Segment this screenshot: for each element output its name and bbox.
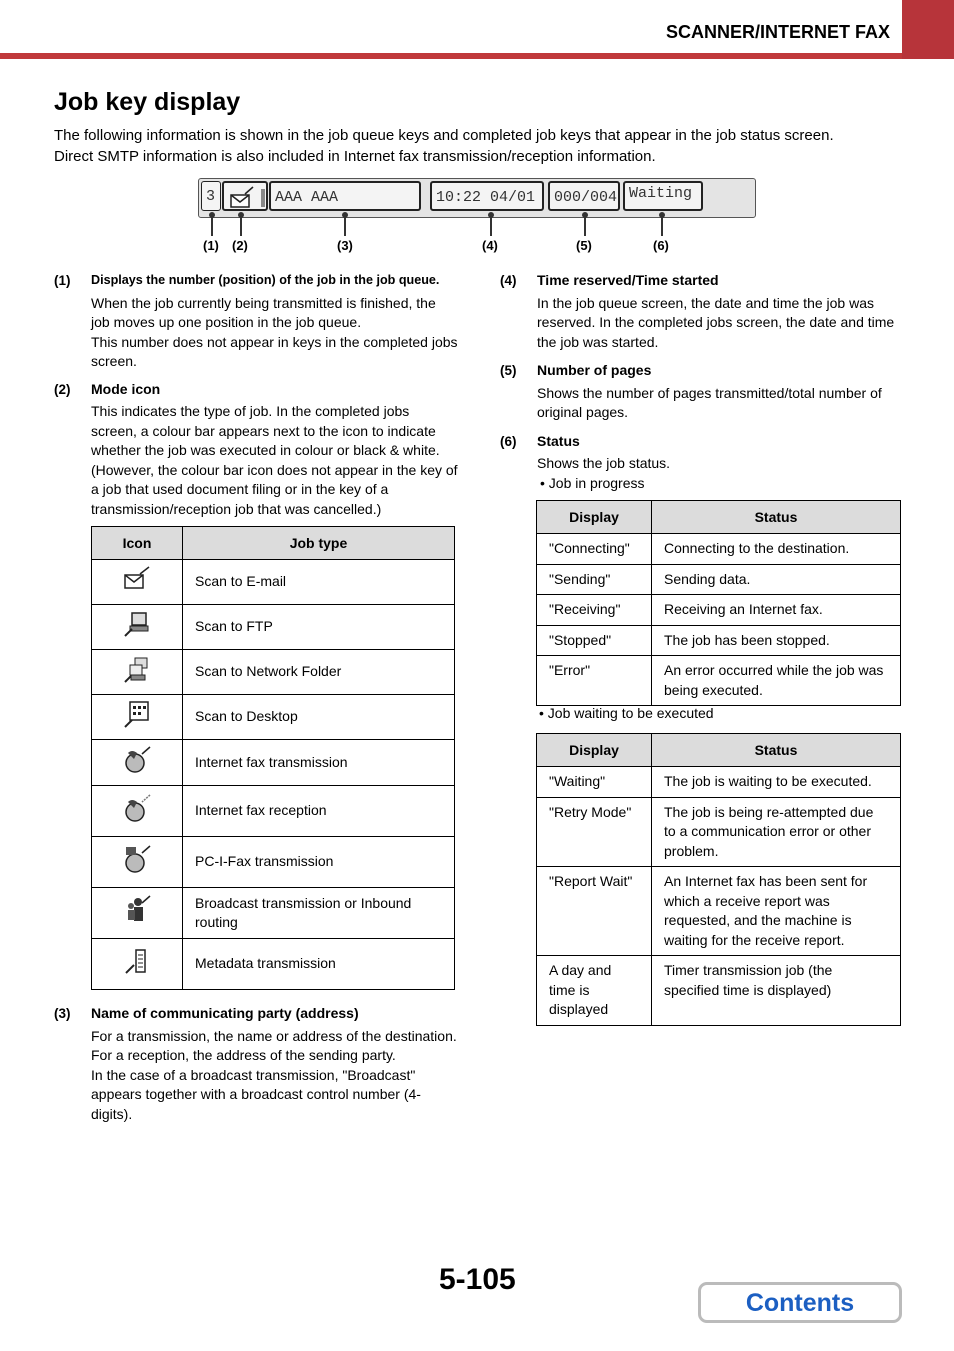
item-1 [54,271,458,372]
column-header: Status [652,501,901,534]
callout-line [490,216,492,236]
item-number: (3) [54,1006,71,1021]
item-body [537,384,902,423]
intro-line: The following information is shown in the job queue keys and completed job keys that appear in the job status screen. [54,127,834,144]
item-3 [54,1004,458,1124]
table-row [537,534,901,565]
pc-ifax-icon [122,844,152,874]
display-cell: "Report Wait" [537,867,652,956]
item-text: In the job queue screen, the date and time the job was reserved. In the completed jobs screen, the date and time the job was started. [537,294,895,350]
table-row [92,786,455,837]
item-5 [500,361,902,423]
job-type: Metadata transmission [183,939,455,990]
table-row [537,867,901,956]
network-folder-icon [122,655,152,683]
status-cell: An error occurred while the job was being executed. [652,656,901,706]
item-body [537,294,902,353]
page-number: 5-105 [439,1263,516,1296]
mode-icon-cell [222,181,268,211]
callout-line [211,216,213,236]
job-type: Internet fax transmission [183,740,455,786]
job-number: 3 [201,181,221,211]
table-row [537,625,901,656]
display-cell: "Error" [537,656,652,706]
item-body [91,294,458,372]
left-column-lower [54,1004,458,1124]
job-type: Scan to Desktop [183,695,455,740]
ftp-icon [122,610,152,638]
callout-line [240,216,242,236]
email-icon [227,185,267,211]
table-row [92,939,455,990]
progress-status-table [536,500,901,706]
item-number: (2) [54,381,71,397]
header-rule [0,53,954,59]
waiting-status-table [536,733,901,1026]
left-column [54,271,458,519]
page-count: 000/004 [548,181,620,211]
job-type: Internet fax reception [183,786,455,837]
item-body [537,454,902,493]
callout-label: (5) [576,238,592,253]
column-header: Display [537,501,652,534]
broadcast-icon [122,895,152,925]
time-started: 10:22 04/01 [430,181,544,211]
right-column [500,271,902,493]
column-header: Icon [92,527,183,560]
status-cell: Sending data. [652,564,901,595]
item-2 [54,380,458,520]
item-text: When the job currently being transmitted is finished, the job moves up one position in the job queue. [91,294,436,330]
item-text: This indicates the type of job. In the completed jobs screen, a colour bar appears next to the icon to indicate whether the job was executed in colour or black & white. (However, the colour bar icon does not appear in the key of a job that used document filing or in the key of a transmission/reception job that was cancelled.) [91,403,458,517]
status-cell: Timer transmission job (the specified time is displayed) [652,956,901,1026]
column-header: Display [537,734,652,767]
display-cell: "Stopped" [537,625,652,656]
job-key-illustration [198,178,756,218]
item-text: For a transmission, the name or address of the destination. [91,1027,457,1044]
table-row [92,888,455,939]
status-cell: An Internet fax has been sent for which a receive report was requested, and the machine is waiting for the receive report. [652,867,901,956]
bullet-text: • Job in progress [540,474,645,491]
page-title: Job key display [54,88,241,116]
callout-line [661,216,663,236]
callout-line [344,216,346,236]
intro-line: Direct SMTP information is also included in Internet fax transmission/reception information. [54,148,656,165]
table-row [92,740,455,786]
intro-text [54,125,914,167]
display-cell: "Waiting" [537,767,652,798]
table-row [537,564,901,595]
item-body [91,402,458,519]
party-name: AAA AAA [269,181,421,211]
metadata-icon [122,946,152,976]
callout-label: (6) [653,238,669,253]
item-text: In the case of a broadcast transmission, "Broadcast" appears together with a broadcast control number (4-digits). [91,1066,421,1122]
item-body [91,1027,458,1125]
table-row [537,797,901,867]
icon-table [91,526,455,990]
item-number: (5) [500,363,517,378]
callout-label: (3) [337,238,353,253]
table-row [537,767,901,798]
item-heading: Status [537,432,580,449]
header-tab [902,0,954,59]
item-heading: Name of communicating party (address) [91,1005,359,1021]
display-cell: "Sending" [537,564,652,595]
item-4 [500,271,902,352]
item-heading: Mode icon [91,380,161,397]
callout-line [584,216,586,236]
bullet-text: • Job waiting to be executed [539,705,714,721]
item-text: For a reception, the address of the sending party. [91,1047,396,1063]
status-cell: Connecting to the destination. [652,534,901,565]
table-row [537,656,901,706]
table-row [92,560,455,605]
table-row [537,956,901,1026]
status-cell: The job is being re-attempted due to a communication error or other problem. [652,797,901,867]
display-cell: "Receiving" [537,595,652,626]
status-cell: Receiving an Internet fax. [652,595,901,626]
page-header [0,0,954,60]
job-type: Scan to Network Folder [183,650,455,695]
section-title: SCANNER/INTERNET FAX [665,22,890,42]
email-icon [122,565,152,593]
item-6 [500,432,902,494]
table-row [92,605,455,650]
table-row [537,595,901,626]
display-cell: "Retry Mode" [537,797,652,867]
item-text: Shows the job status. [537,455,671,471]
job-type: PC-I-Fax transmission [183,837,455,888]
column-header: Status [652,734,901,767]
status-cell: The job is waiting to be executed. [652,767,901,798]
callout-label: (1) [203,238,219,253]
item-number: (1) [54,273,71,288]
status-cell: The job has been stopped. [652,625,901,656]
job-type: Broadcast transmission or Inbound routing [183,888,455,939]
table-row [92,650,455,695]
job-type: Scan to FTP [183,605,455,650]
item-number: (4) [500,273,517,288]
job-type: Scan to E-mail [183,560,455,605]
item-heading: Displays the number (position) of the job in the job queue. [91,273,440,287]
desktop-icon [122,700,152,728]
display-cell: A day and time is displayed [537,956,652,1026]
callout-label: (2) [232,238,248,253]
display-cell: "Connecting" [537,534,652,565]
item-heading: Number of pages [537,362,652,378]
item-text: Shows the number of pages transmitted/total number of original pages. [537,384,882,420]
table-row [92,695,455,740]
callout-label: (4) [482,238,498,253]
job-status: Waiting [623,181,703,211]
item-number: (6) [500,433,517,449]
ifax-receive-icon [122,793,152,823]
contents-button[interactable]: Contents [698,1282,902,1323]
ifax-send-icon [122,745,152,775]
item-heading: Time reserved/Time started [537,272,719,288]
column-header: Job type [183,527,455,560]
item-text: This number does not appear in keys in the completed jobs screen. [91,333,458,369]
table-row [92,837,455,888]
